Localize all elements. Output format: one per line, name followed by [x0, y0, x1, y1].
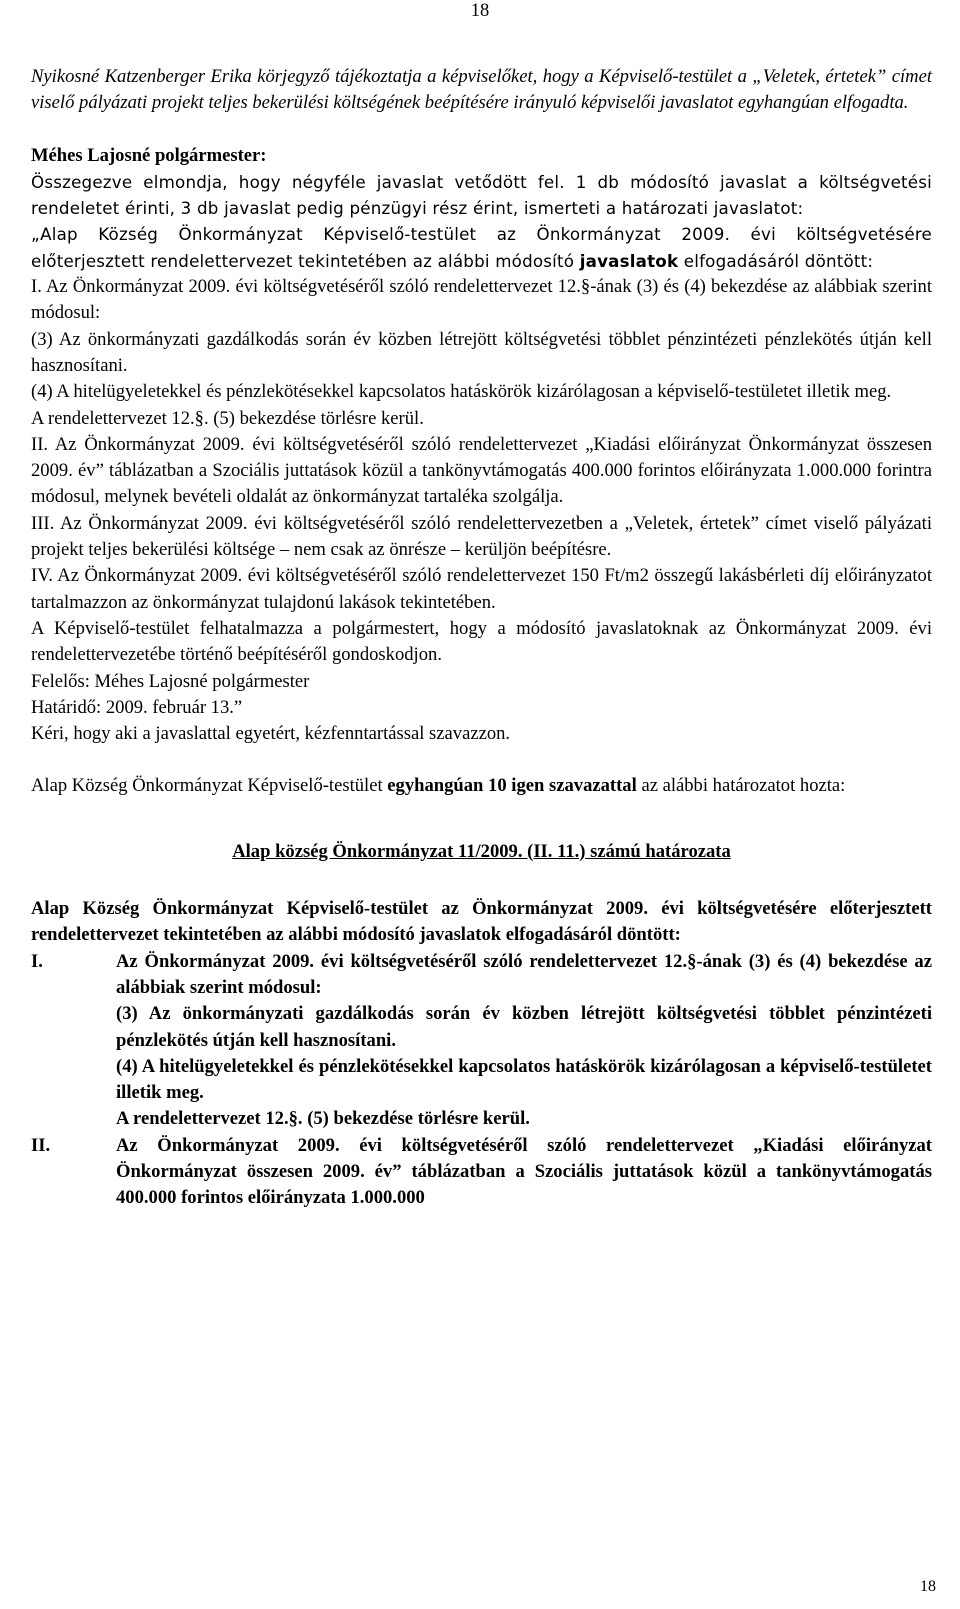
item-I-c: (4) A hitelügyeletekkel és pénzlekötésekkel kapcsolatos hatáskörök kizárólagosan a képviselő-testületet illetik meg. [31, 381, 892, 403]
page-number-top: 18 [470, 1, 490, 21]
item-II: II. Az Önkormányzat 2009. évi költségvetéséről szóló rendelettervezet „Kiadási előirányzat Önkormányzat összesen 2009. év” táblázatban a Szociális juttatások közül a tankönyvtámogatás 400.000 forintos előirányzata 1.000.000 forintra módosul, melynek bevételi oldalát az önkormányzat tartaléka szolgálja. [31, 433, 932, 508]
proposal-text-bold: javaslatok [579, 250, 679, 271]
document-body [31, 64, 932, 1212]
res-II: Az Önkormányzat 2009. évi költségvetéséről szóló rendelettervezet „Kiadási előirányzat Önkormányzat összesen 2009. év” táblázatban a Szociális juttatások közül a tankönyvtámogatás 400.000 forintos előirányzata 1.000.000 [116, 1134, 932, 1209]
authorization-paragraph: A Képviselő-testület felhatalmazza a polgármestert, hogy a módosító javaslatoknak az Önkormányzat 2009. évi rendelettervezetébe történő beépítéséről gondoskodjon. [31, 617, 932, 666]
summary-paragraph: Összegezve elmondja, hogy négyféle javaslat vetődött fel. 1 db módosító javaslat a költségvetési rendeletet érinti, 3 db javaslat pedig pénzügyi rész érint, ismerteti a határozati javaslatot: [31, 171, 932, 219]
proposal-text-pre: „Alap Község Önkormányzat Képviselő-testület az Önkormányzat 2009. évi költségvetésére előterjesztett rendelettervezet tekintetében az alábbi módosító [31, 224, 932, 271]
item-body [116, 1133, 932, 1212]
spacer [31, 800, 932, 839]
item-I-d: A rendelettervezet 12.§. (5) bekezdése törlésre kerül. [31, 407, 424, 429]
res-I-c: (4) A hitelügyeletekkel és pénzlekötésekkel kapcsolatos hatáskörök kizárólagosan a képviselő-testületet illetik meg. [116, 1055, 932, 1104]
resolution-items [31, 949, 932, 1212]
resolution-item-I [31, 949, 932, 1133]
resolution-title: Alap község Önkormányzat 11/2009. (II. 11.) számú határozata [232, 840, 731, 862]
page-number-bottom: 18 [920, 1578, 936, 1595]
decision-paragraph [31, 773, 932, 799]
res-I-a: Az Önkormányzat 2009. évi költségvetéséről szóló rendelettervezet 12.§-ának (3) és (4) bekezdése az alábbiak szerint módosul: [116, 950, 932, 998]
responsible-line: Felelős: Méhes Lajosné polgármester [31, 670, 310, 692]
item-number: II. [31, 1134, 51, 1156]
spacer [31, 865, 932, 896]
speaker-heading: Méhes Lajosné polgármester: [31, 144, 267, 166]
decision-text-bold: egyhangúan 10 igen szavazattal [387, 775, 637, 797]
item-I-a: I. Az Önkormányzat 2009. évi költségvetéséről szóló rendelettervezet 12.§-ának (3) és (4) bekezdése az alábbiak szerint módosul: [31, 276, 932, 324]
spacer [31, 747, 932, 773]
decision-text-post: az alábbi határozatot hozta: [641, 775, 846, 797]
vote-request: Kéri, hogy aki a javaslattal egyetért, kézfenntartással szavazzon. [31, 723, 511, 745]
item-I-b: (3) Az önkormányzati gazdálkodás során év közben létrejött költségvetési többlet pénzintézeti pénzlekötés útján kell hasznosítani. [31, 328, 932, 376]
speech-block [31, 169, 932, 274]
proposal-paragraph [31, 221, 932, 274]
resolution-intro: Alap Község Önkormányzat Képviselő-testület az Önkormányzat 2009. évi költségvetésére előterjesztett rendelettervezet tekintetében az alábbi módosító javaslatok elfogadásáról döntött: [31, 898, 932, 946]
decision-text-pre: Alap Község Önkormányzat Képviselő-testület [31, 775, 383, 797]
res-I-b: (3) Az önkormányzati gazdálkodás során év közben létrejött költségvetési többlet pénzintézeti pénzlekötés útján kell hasznosítani. [116, 1003, 932, 1051]
intro-paragraph: Nyikosné Katzenberger Erika körjegyző tájékoztatja a képviselőket, hogy a Képviselő-testület a „Veletek, értetek” címet viselő pályázati projekt teljes bekerülési költségének beépítésére irányuló képviselői javaslatot egyhangúan elfogadta. [31, 66, 932, 114]
deadline-line: Határidő: 2009. február 13.” [31, 696, 243, 718]
proposal-text-post: elfogadásáról döntött: [683, 250, 874, 271]
item-body [116, 949, 932, 1133]
spacer [31, 117, 932, 143]
item-III: III. Az Önkormányzat 2009. évi költségvetéséről szóló rendelettervezetben a „Veletek, értetek” címet viselő pályázati projekt teljes bekerülési költsége – nem csak az önrésze – kerüljön beépítésre. [31, 512, 932, 561]
item-number: I. [31, 950, 43, 972]
item-IV: IV. Az Önkormányzat 2009. évi költségvetéséről szóló rendelettervezet 150 Ft/m2 összegű lakásbérleti díj előirányzatot tartalmazzon az önkormányzat tulajdonú lakások tekintetében. [31, 565, 932, 613]
resolution-item-II [31, 1133, 932, 1212]
res-I-d: A rendelettervezet 12.§. (5) bekezdése törlésre kerül. [116, 1108, 530, 1130]
